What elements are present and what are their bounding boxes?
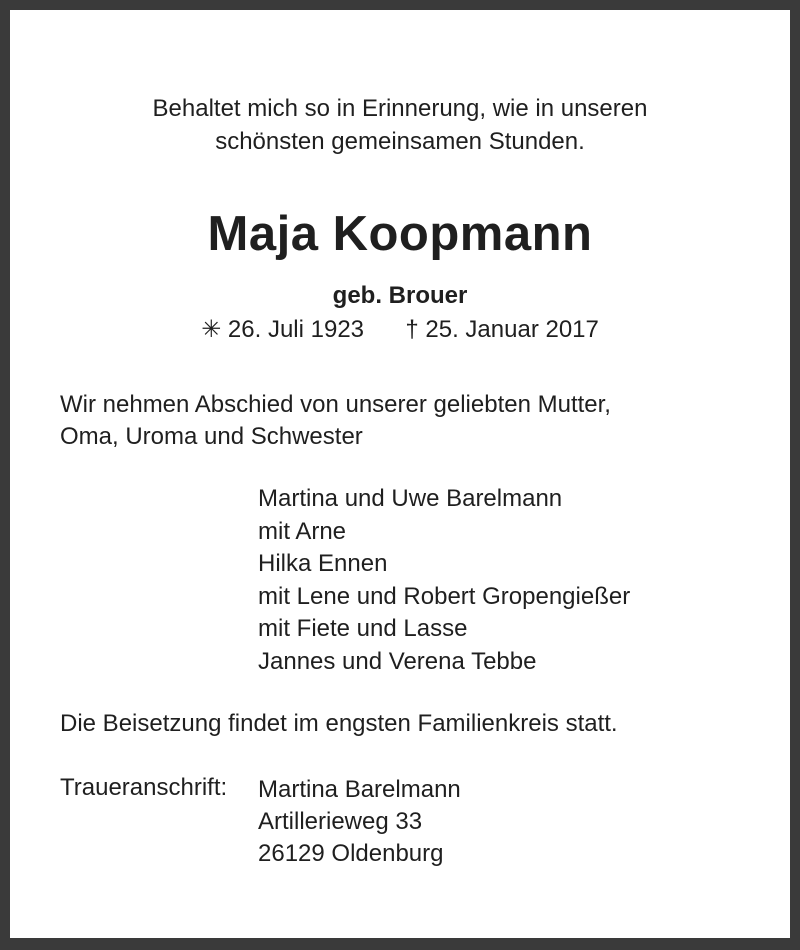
mourners-list bbox=[258, 483, 630, 678]
mourner-line: Martina und Uwe Barelmann bbox=[258, 485, 563, 512]
life-dates bbox=[10, 315, 790, 344]
memorial-motto bbox=[10, 92, 790, 158]
farewell-text bbox=[60, 389, 611, 453]
mourning-address bbox=[258, 774, 461, 870]
address-label: Traueranschrift: bbox=[60, 774, 228, 801]
address-line: Martina Barelmann bbox=[258, 776, 461, 803]
motto-line: schönsten gemeinsamen Stunden. bbox=[215, 128, 585, 155]
birth-date: 26. Juli 1923 bbox=[227, 316, 365, 343]
motto-line: Behaltet mich so in Erinnerung, wie in unseren bbox=[152, 95, 648, 122]
mourner-line: Hilka Ennen bbox=[258, 550, 388, 577]
farewell-line: Oma, Uroma und Schwester bbox=[60, 423, 363, 450]
address-line: 26129 Oldenburg bbox=[258, 840, 444, 867]
mourner-line: mit Fiete und Lasse bbox=[258, 615, 468, 642]
farewell-line: Wir nehmen Abschied von unserer geliebten Mutter, bbox=[60, 391, 611, 418]
death-date: 25. Januar 2017 bbox=[425, 316, 599, 343]
birth-star-icon: ✳ bbox=[201, 316, 222, 343]
mourner-line: mit Lene und Robert Gropengießer bbox=[258, 582, 631, 610]
death-cross-icon: † bbox=[405, 316, 419, 343]
mourner-line: mit Arne bbox=[258, 517, 347, 545]
birth-name: geb. Brouer bbox=[332, 282, 468, 309]
obituary-notice bbox=[10, 10, 790, 938]
mourner-line: Jannes und Verena Tebbe bbox=[258, 647, 537, 675]
deceased-name: Maja Koopmann bbox=[207, 207, 593, 261]
funeral-note: Die Beisetzung findet im engsten Familienkreis statt. bbox=[60, 710, 618, 737]
address-line: Artillerieweg 33 bbox=[258, 808, 423, 835]
